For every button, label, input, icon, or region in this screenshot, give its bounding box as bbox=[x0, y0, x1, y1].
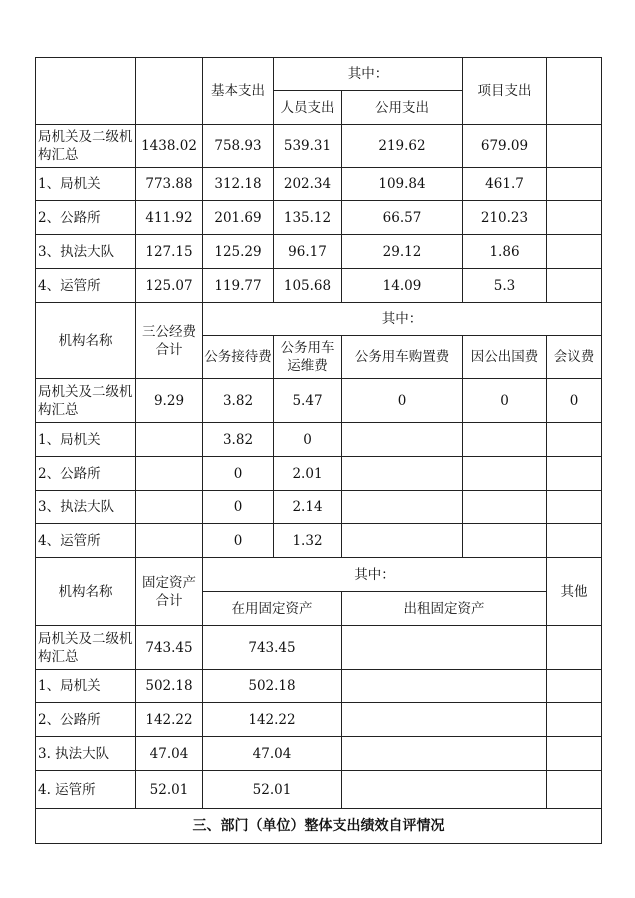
org-name: 局机关及二级机构汇总 bbox=[36, 626, 136, 670]
empty-cell bbox=[547, 269, 602, 303]
other-value bbox=[547, 703, 602, 737]
public-value: 14.09 bbox=[342, 269, 463, 303]
total-value bbox=[136, 491, 203, 524]
table-row bbox=[36, 423, 602, 457]
project-value: 5.3 bbox=[463, 269, 547, 303]
leased-value bbox=[342, 703, 547, 737]
project-value: 1.86 bbox=[463, 235, 547, 269]
org-name: 3. 执法大队 bbox=[36, 737, 136, 771]
personnel-value: 135.12 bbox=[274, 201, 342, 235]
basic-value: 312.18 bbox=[203, 168, 274, 201]
car-ops-value: 5.47 bbox=[274, 379, 342, 423]
other-value bbox=[547, 737, 602, 771]
leased-value bbox=[342, 737, 547, 771]
s2-total-header: 三公经费合计 bbox=[136, 303, 203, 379]
reception-value: 3.82 bbox=[203, 379, 274, 423]
org-name: 3、执法大队 bbox=[36, 491, 136, 524]
other-value bbox=[547, 670, 602, 703]
s2-abroad-header: 因公出国费 bbox=[463, 336, 547, 379]
car-ops-value: 2.01 bbox=[274, 457, 342, 491]
org-name: 1、局机关 bbox=[36, 670, 136, 703]
s1-public-header: 公用支出 bbox=[342, 91, 463, 125]
basic-value: 758.93 bbox=[203, 125, 274, 168]
s2-reception-header: 公务接待费 bbox=[203, 336, 274, 379]
org-name: 4、运管所 bbox=[36, 524, 136, 558]
table-row bbox=[36, 524, 602, 558]
total-value: 125.07 bbox=[136, 269, 203, 303]
public-value: 66.57 bbox=[342, 201, 463, 235]
empty-cell bbox=[547, 201, 602, 235]
table-row bbox=[36, 125, 602, 168]
table-row bbox=[36, 703, 602, 737]
total-value: 1438.02 bbox=[136, 125, 203, 168]
car-ops-value: 1.32 bbox=[274, 524, 342, 558]
basic-value: 119.77 bbox=[203, 269, 274, 303]
project-value: 679.09 bbox=[463, 125, 547, 168]
table-row bbox=[36, 771, 602, 809]
reception-value: 3.82 bbox=[203, 423, 274, 457]
basic-value: 125.29 bbox=[203, 235, 274, 269]
org-name: 4. 运管所 bbox=[36, 771, 136, 809]
table-row bbox=[36, 491, 602, 524]
car-ops-value: 2.14 bbox=[274, 491, 342, 524]
table-row bbox=[36, 269, 602, 303]
meeting-value bbox=[547, 457, 602, 491]
s3-leased-header: 出租固定资产 bbox=[342, 592, 547, 626]
table-row bbox=[36, 626, 602, 670]
basic-value: 201.69 bbox=[203, 201, 274, 235]
s3-qizhong-header: 其中： bbox=[203, 558, 547, 592]
total-value: 127.15 bbox=[136, 235, 203, 269]
section-title: 三、部门（单位）整体支出绩效自评情况 bbox=[36, 809, 602, 844]
abroad-value bbox=[463, 524, 547, 558]
table-row bbox=[36, 737, 602, 771]
s2-org-header: 机构名称 bbox=[36, 303, 136, 379]
abroad-value bbox=[463, 491, 547, 524]
s1-corner-cell bbox=[36, 58, 136, 125]
total-value: 773.88 bbox=[136, 168, 203, 201]
s1-empty-header-cell bbox=[547, 58, 602, 125]
public-value: 109.84 bbox=[342, 168, 463, 201]
table-row bbox=[36, 670, 602, 703]
s2-car-ops-header: 公务用车运维费 bbox=[274, 336, 342, 379]
in-use-value: 47.04 bbox=[203, 737, 342, 771]
org-name: 1、局机关 bbox=[36, 168, 136, 201]
s1-project-header: 项目支出 bbox=[463, 58, 547, 125]
reception-value: 0 bbox=[203, 491, 274, 524]
project-value: 210.23 bbox=[463, 201, 547, 235]
in-use-value: 743.45 bbox=[203, 626, 342, 670]
s1-total-header-cell bbox=[136, 58, 203, 125]
leased-value bbox=[342, 771, 547, 809]
s2-meeting-header: 会议费 bbox=[547, 336, 602, 379]
org-name: 2、公路所 bbox=[36, 703, 136, 737]
meeting-value bbox=[547, 524, 602, 558]
s3-total-header: 固定资产合计 bbox=[136, 558, 203, 626]
other-value bbox=[547, 771, 602, 809]
car-purchase-value bbox=[342, 524, 463, 558]
personnel-value: 202.34 bbox=[274, 168, 342, 201]
total-value: 9.29 bbox=[136, 379, 203, 423]
personnel-value: 539.31 bbox=[274, 125, 342, 168]
total-value: 142.22 bbox=[136, 703, 203, 737]
total-value bbox=[136, 524, 203, 558]
total-value: 52.01 bbox=[136, 771, 203, 809]
s1-basic-header: 基本支出 bbox=[203, 58, 274, 125]
public-value: 219.62 bbox=[342, 125, 463, 168]
total-value: 743.45 bbox=[136, 626, 203, 670]
project-value: 461.7 bbox=[463, 168, 547, 201]
s3-in-use-header: 在用固定资产 bbox=[203, 592, 342, 626]
table-row bbox=[36, 168, 602, 201]
org-name: 4、运管所 bbox=[36, 269, 136, 303]
s2-qizhong-header: 其中： bbox=[203, 303, 602, 336]
abroad-value bbox=[463, 457, 547, 491]
personnel-value: 105.68 bbox=[274, 269, 342, 303]
table-row bbox=[36, 457, 602, 491]
other-value bbox=[547, 626, 602, 670]
public-value: 29.12 bbox=[342, 235, 463, 269]
s3-other-header: 其他 bbox=[547, 558, 602, 626]
in-use-value: 52.01 bbox=[203, 771, 342, 809]
table-row bbox=[36, 201, 602, 235]
org-name: 局机关及二级机构汇总 bbox=[36, 125, 136, 168]
org-name: 3、执法大队 bbox=[36, 235, 136, 269]
car-purchase-value bbox=[342, 423, 463, 457]
meeting-value bbox=[547, 423, 602, 457]
s3-org-header: 机构名称 bbox=[36, 558, 136, 626]
table-row bbox=[36, 379, 602, 423]
in-use-value: 142.22 bbox=[203, 703, 342, 737]
org-name: 1、局机关 bbox=[36, 423, 136, 457]
car-purchase-value: 0 bbox=[342, 379, 463, 423]
reception-value: 0 bbox=[203, 524, 274, 558]
personnel-value: 96.17 bbox=[274, 235, 342, 269]
total-value: 411.92 bbox=[136, 201, 203, 235]
org-name: 2、公路所 bbox=[36, 457, 136, 491]
empty-cell bbox=[547, 125, 602, 168]
s2-car-purchase-header: 公务用车购置费 bbox=[342, 336, 463, 379]
abroad-value bbox=[463, 423, 547, 457]
in-use-value: 502.18 bbox=[203, 670, 342, 703]
org-name: 2、公路所 bbox=[36, 201, 136, 235]
car-purchase-value bbox=[342, 457, 463, 491]
empty-cell bbox=[547, 168, 602, 201]
leased-value bbox=[342, 626, 547, 670]
org-name: 局机关及二级机构汇总 bbox=[36, 379, 136, 423]
leased-value bbox=[342, 670, 547, 703]
car-ops-value: 0 bbox=[274, 423, 342, 457]
meeting-value bbox=[547, 491, 602, 524]
total-value: 502.18 bbox=[136, 670, 203, 703]
total-value bbox=[136, 423, 203, 457]
total-value: 47.04 bbox=[136, 737, 203, 771]
empty-cell bbox=[547, 235, 602, 269]
total-value bbox=[136, 457, 203, 491]
s1-personnel-header: 人员支出 bbox=[274, 91, 342, 125]
car-purchase-value bbox=[342, 491, 463, 524]
reception-value: 0 bbox=[203, 457, 274, 491]
meeting-value: 0 bbox=[547, 379, 602, 423]
table-row bbox=[36, 235, 602, 269]
budget-table bbox=[35, 57, 602, 844]
s1-qizhong-header: 其中： bbox=[274, 58, 463, 91]
abroad-value: 0 bbox=[463, 379, 547, 423]
